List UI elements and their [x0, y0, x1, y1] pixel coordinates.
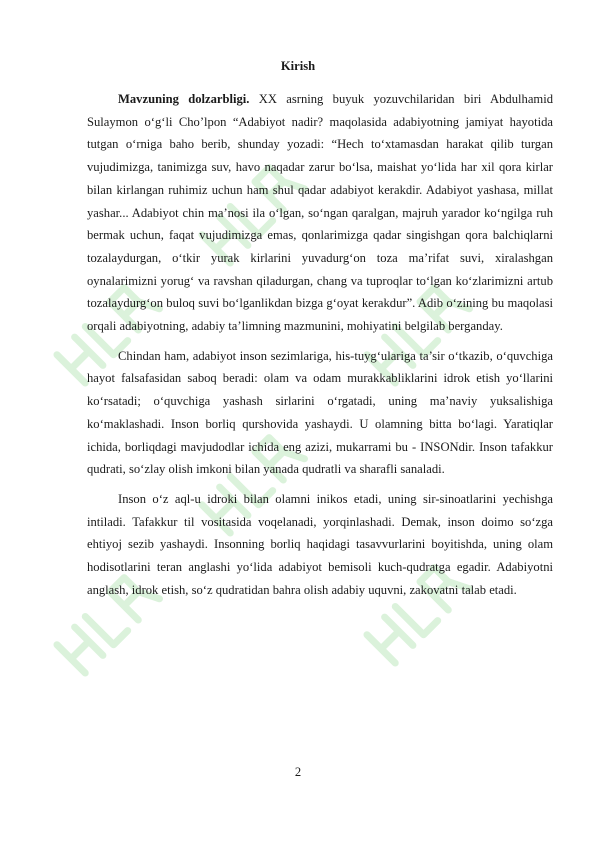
document-body [87, 88, 553, 601]
paragraph-relevance [87, 88, 553, 338]
section-title: Kirish [280, 59, 316, 73]
paragraph-lead: Mavzuning dolzarbligi. [118, 92, 250, 106]
paragraph-text: Inson o‘z aql-u idroki bilan olamni inikos etadi, uning sir-sinoatlarini yechishga intiladi. Tafakkur til vositasida voqelanadi, yorqinlashadi. Demak, inson doimo so‘zga ehtiyoj sezib yashaydi. Insonning borliq haqidagi tasavvurlarini boyitishda, uning olam hodisotlarini teran anglashi yo‘lida adabiyot bemisoli kuch-qudratga egadir. Adabiyotni anglash, idrok etish, so‘z qudratidan bahra olish adabiy uquvni, zakovatni talab etadi. [87, 491, 553, 597]
paragraph-text: Chindan ham, adabiyot inson sezimlariga, his-tuyg‘ulariga ta’sir o‘tkazib, o‘quvchiga hayot falsafasidan saboq beradi: olam va odam murakkabliklarini idrok etish yo‘llarini ko‘rsatadi; o‘quvchiga yashash sirlarini o‘rgatadi, uning ma’naviy yuksalishiga ko‘maklashadi. Inson borliq qurshovida yashaydi. U olamning bitta bo‘lagi. Yaratiqlar ichida, borliqdagi mavjudodlar ichida eng azizi, mukarrami bu - INSONdir. Inson tafakkur qudrati, so‘zlay olish imkoni bilan yanada qudratli va sharafli sanaladi. [87, 348, 553, 477]
paragraph-literature-impact [87, 345, 553, 481]
paragraph-text: XX asrning buyuk yozuvchilaridan biri Abdulhamid Sulaymon o‘g‘li Cho’lpon “Adabiyot nadir? maqolasida adabiyotning jamiyat hayotida tutgan o‘rniga baho berib, shunday yozadi: “Hech to‘xtamasdan harakat qilib turgan vujudimizga, tanimizga suv, havo naqadar zarur bo‘lsa, maishat yo‘lida har xil qora kirlar bilan kirlangan ruhimiz uchun ham shul qadar adabiyot kerakdir. Adabiyot yashasa, millat yashar... Adabiyot chin ma’nosi ila o‘lgan, so‘ngan qaralgan, majruh yarador ko‘ngilga ruh bermak uchun, faqat vujudimizga emas, qonlarimizga qadar singishgan qora balchiqlarni tozalaydurgan, o‘tkir yurak kirlarini yuvadurg‘on toza ma’rifat suvi, xiralashgan oynalarimizni yorug‘ va ravshan qiladurgan, chang va tuproqlar to‘lgan ko‘zlarimizni artub tozalaydurg‘on buloq suvi bo‘lganlikdan bizga g‘oyat kerakdur”. Adib o‘zining bu maqolasi orqali adabiyotning, adabiy ta’limning mazmunini, mohiyatini belgilab berganday. [87, 92, 554, 334]
paragraph-human-thought [87, 488, 553, 602]
page-number: 2 [294, 765, 302, 779]
